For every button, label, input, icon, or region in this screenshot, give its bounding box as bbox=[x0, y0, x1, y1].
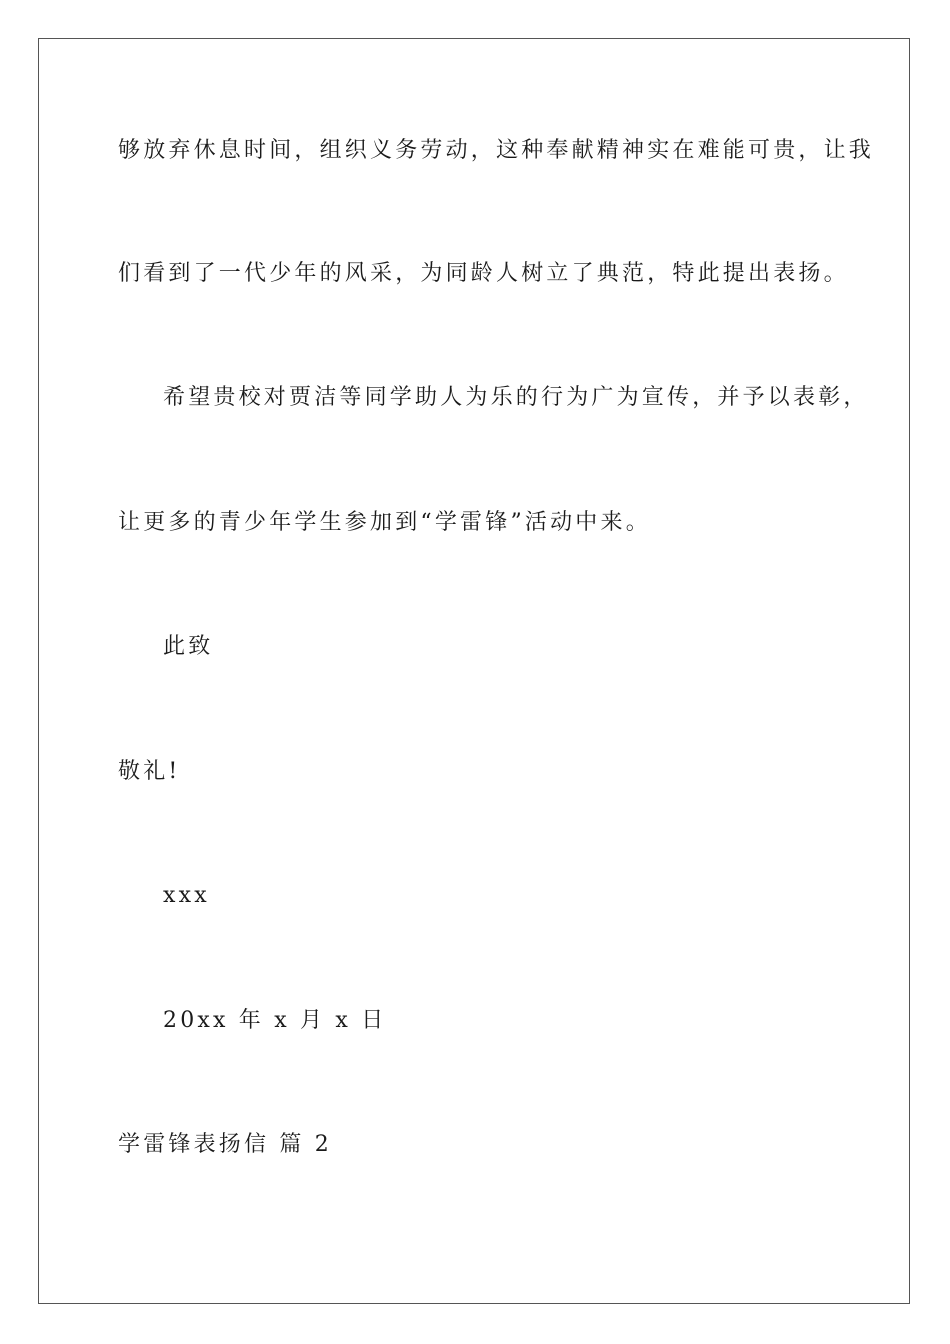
body-paragraph-line: 够放弃休息时间，组织义务劳动，这种奉献精神实在难能可贵，让我 bbox=[118, 138, 875, 163]
body-paragraph-line: 们看到了一代少年的风采，为同龄人树立了典范，特此提出表扬。 bbox=[118, 261, 849, 286]
date: 20xx 年 x 月 x 日 bbox=[163, 1008, 387, 1033]
signature: xxx bbox=[163, 883, 210, 908]
page-frame bbox=[38, 38, 910, 1304]
body-paragraph-line: 希望贵校对贾洁等同学助人为乐的行为广为宣传，并予以表彰， bbox=[163, 385, 869, 410]
body-paragraph-line: 让更多的青少年学生参加到“学雷锋”活动中来。 bbox=[118, 510, 651, 535]
closing-salutation: 此致 bbox=[163, 634, 214, 659]
section-heading: 学雷锋表扬信 篇 2 bbox=[118, 1132, 332, 1157]
closing-regards: 敬礼! bbox=[118, 759, 181, 784]
